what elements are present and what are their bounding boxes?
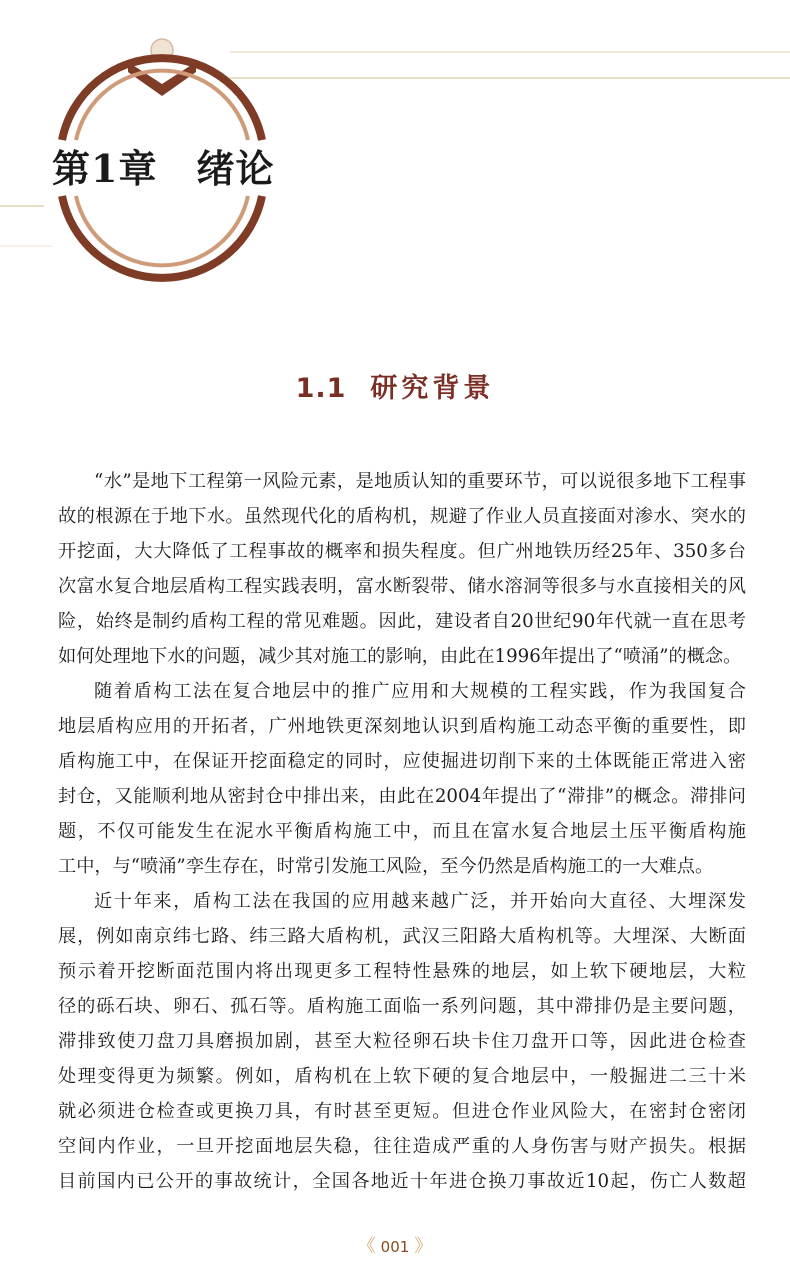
body-line: 题，不仅可能发生在泥水平衡盾构施工中，而且在富水复合地层土压平衡盾构施	[58, 821, 746, 842]
body-line: 随着盾构工法在复合地层中的推广应用和大规模的工程实践，作为我国复合	[94, 681, 746, 702]
chapter-title: 第1章 绪论	[52, 146, 275, 191]
body-line: 预示着开挖断面范围内将出现更多工程特性悬殊的地层，如上软下硬地层，大粒	[58, 961, 746, 982]
body-line: 滞排致使刀盘刀具磨损加剧，甚至大粒径卵石块卡住刀盘开口等，因此进仓检查	[58, 1031, 746, 1052]
body-line: 空间内作业，一旦开挖面地层失稳，往往造成严重的人身伤害与财产损失。根据	[58, 1136, 746, 1157]
body-line: 故的根源在于地下水。虽然现代化的盾构机，规避了作业人员直接面对渗水、突水的	[58, 506, 746, 527]
page-footer	[0, 1232, 790, 1258]
body-line: 处理变得更为频繁。例如，盾构机在上软下硬的复合地层中，一般掘进二三十米	[58, 1066, 746, 1087]
body-line: 开挖面，大大降低了工程事故的概率和损失程度。但广州地铁历经25年、350多台	[58, 541, 746, 562]
ornament-chevron	[128, 62, 196, 96]
body-line: 盾构施工中，在保证开挖面稳定的同时，应使掘进切削下来的土体既能正常进入密	[58, 751, 746, 772]
body-line: 封仓，又能顺利地从密封仓中排出来，由此在2004年提出了“滞排”的概念。滞排问	[58, 786, 746, 807]
body-line: 展，例如南京纬七路、纬三路大盾构机，武汉三阳路大盾构机等。大埋深、大断面	[58, 926, 746, 947]
body-line: 险，始终是制约盾构工程的常见难题。因此，建设者自20世纪90年代就一直在思考	[58, 611, 746, 632]
body-line: 目前国内已公开的事故统计，全国各地近十年进仓换刀事故近10起，伤亡人数超	[58, 1171, 746, 1192]
section-heading	[0, 366, 790, 405]
body-text	[58, 464, 746, 1199]
body-line: 就必须进仓检查或更换刀具，有时甚至更短。但进仓作业风险大，在密封仓密闭	[58, 1101, 746, 1122]
body-line: 如何处理地下水的问题，减少其对施工的影响，由此在1996年提出了“喷涌”的概念。	[58, 646, 742, 667]
body-line: “水”是地下工程第一风险元素，是地质认知的重要环节，可以说很多地下工程事	[94, 471, 746, 492]
footer-right-bracket: 》	[414, 1236, 433, 1257]
body-line: 工中，与“喷涌”孪生存在，时常引发施工风险，至今仍然是盾构施工的一大难点。	[58, 856, 714, 877]
page-number: 001	[380, 1238, 410, 1256]
body-line: 近十年来，盾构工法在我国的应用越来越广泛，并开始向大直径、大埋深发	[94, 891, 746, 912]
body-line: 次富水复合地层盾构工程实践表明，富水断裂带、储水溶洞等很多与水直接相关的风	[58, 576, 746, 597]
section-title: 研究背景	[370, 373, 495, 404]
footer-left-bracket: 《	[357, 1236, 376, 1257]
body-line: 地层盾构应用的开拓者，广州地铁更深刻地认识到盾构施工动态平衡的重要性，即	[58, 716, 746, 737]
body-line: 径的砾石块、卵石、孤石等。盾构施工面临一系列问题，其中滞排仍是主要问题，	[58, 996, 746, 1017]
section-number: 1.1	[295, 373, 347, 404]
